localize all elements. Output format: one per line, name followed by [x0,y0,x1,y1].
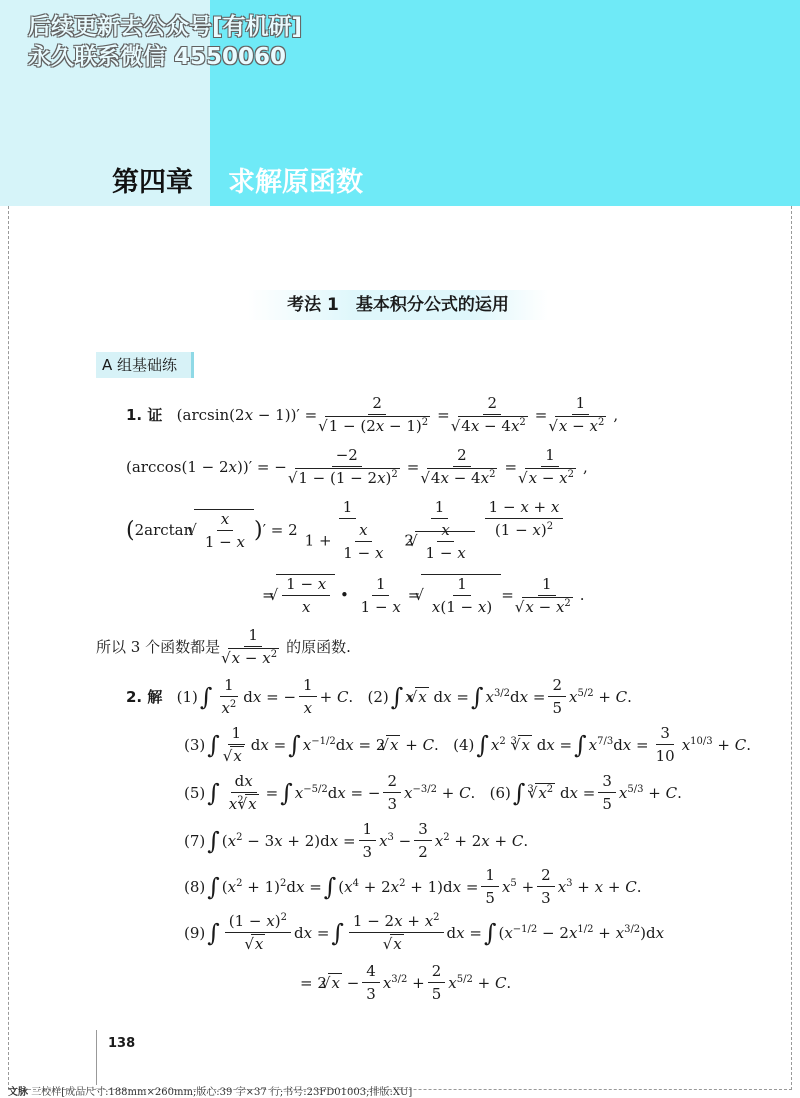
p2-line-1: 2. 解 (1) ∫ $\frac{1}{x^2}$ dx = − $\frac{1}{x}$ + C. (2) ∫ x√ x dx = ∫ $x^{3/2}dx$ = $\frac{2}{5}$ $x^{5/2} + C$. [126,676,632,717]
section-title: 考法 1 基本积分公式的运用 [248,290,548,320]
p1-conclusion: 所以 3 个函数都是 1 √ $x - x^2$ 的原函数. [96,626,351,667]
p1-label: 1. 证 [126,406,163,424]
p2-line-6: (9) ∫ $(1 - x)^2$ √ x dx = ∫ $1 - 2x + x^2$ √ x dx = ∫ $(x^{-1/2} - 2x^{1/2} + x^{3/2})dx$ [184,912,664,953]
footer-brand: 文脉 [8,1087,28,1098]
watermark-line-1: 后续更新去公众号[有机研] [28,14,303,40]
p2-line-5: (8) ∫ $(x^2 + 1)^2dx$ = ∫ $(x^4 + 2x^2 + 1)dx$ = $\frac{1}{5}$ $x^5$ + $\frac{2}{3}$ $x^3 + x + C$. [184,866,642,907]
page-number-bar [96,1030,97,1085]
p2-line-4: (7) ∫ $(x^2 - 3x + 2)dx$ = $\frac{1}{3}$ $x^3$ − $\frac{3}{2}$ $x^2 + 2x + C$. [184,820,529,861]
p1-conclusion-text: 所以 3 个函数都是 [96,638,221,656]
chapter-title: 求解原函数 [228,167,363,198]
p1-conclusion-tail: 的原函数. [286,638,351,656]
p2-label: 2. 解 [126,688,163,706]
p1-line-3: ( 2arctan √ $\frac{x}{1 - x}$ ) ′ = 2 1 1 + $\frac{x}{1 - x}$ 1 2 √ $\frac{x}{1 - x}$ $\frac{1 - x + x}{(1 - x)^2}$ [126,498,566,562]
print-footer [8,1083,412,1098]
page-number: 138 [108,1036,136,1051]
p2-line-7: = 2√ x − $\frac{4}{3}$ $x^{3/2}$ + $\frac{2}{5}$ $x^{5/2} + C$. [300,962,511,1003]
p1-line-4: = √ $\frac{1 - x}{x}$ • $\frac{1}{1 - x}$ = √ $\frac{1}{x(1 - x)}$ = 1 √ $x - x^2$ . [262,574,585,616]
p2-line-3: (5) ∫ $\frac{dx}{x^2√ x}$ = ∫ $x^{-5/2}dx$ = − $\frac{2}{3}$ $x^{-3/2} + C$. (6) ∫ $^3$√ $x^2$ dx = $\frac{3}{5}$ $x^{5/3} + C$. [184,772,682,813]
chapter-number: 第四章 [112,167,193,198]
p1-line-2: (arccos(1 − 2x))′ = − −2 √ $1 - (1 - 2x)^2$ = 2 √ $4x - 4x^2$ = 1 √ $x - x^2$ , [126,446,588,487]
footer-text: 三校样[成品尺寸:188mm×260mm;版心:39 字×37 行;书号:23FD01003;排版:XU] [31,1087,413,1098]
p2-line-2: (3) ∫ 1 √ x dx = ∫ $x^{-1/2}dx = 2√$ x + C. (4) ∫ $x^2$ $^3$√ x dx = ∫ $x^{7/3}dx$ = $\frac{3}{10}$ $x^{10/3} + C$. [184,724,751,765]
watermark-line-2: 永久联系微信 4550060 [28,44,287,70]
p1-line-1: 1. 证 (arcsin(2x − 1))′ = 2 √ $1 - (2x - 1)^2$ = 2 √ $4x - 4x^2$ = 1 √ $x - x^2$ , [126,394,618,435]
group-badge: A 组基础练 [96,352,194,378]
